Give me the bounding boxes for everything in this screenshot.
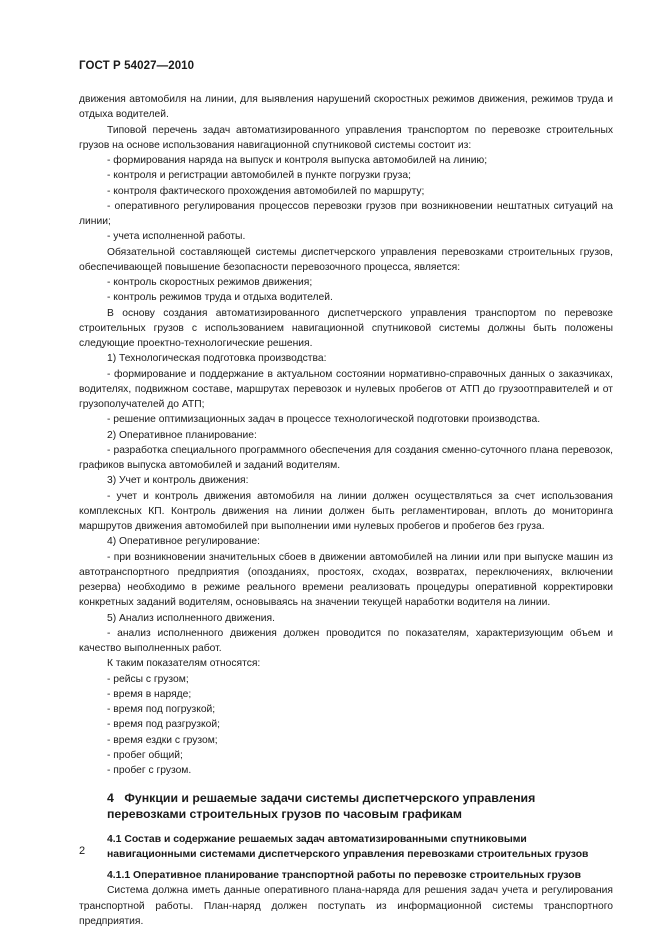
section-number: 4 — [107, 791, 114, 806]
list-item: - анализ исполненного движения должен проводится по показателям, характеризующим объем и качество выполненных работ. — [79, 627, 613, 654]
section-title: Функции и решаемые задачи системы диспетчерского управления перевозками строительных грузов по часовым графикам — [107, 791, 536, 822]
list-item: - оперативного регулирования процессов перевозки грузов при возникновении нештатных ситуаций на линии; — [79, 200, 613, 227]
list-item: - при возникновении значительных сбоев в движении автомобилей на линии или при выпуске машин из автотранспортного предприятия (опозданиях, простоях, сходах, возвратах, переключениях, включении резерва) необходимо в режиме реального времени реализовать процедуры оперативной корректировки конкретных заданий водителям, основываясь на значении текущей наработки водителя на линии. — [79, 551, 613, 609]
paragraph: К таким показателям относятся: — [107, 658, 261, 670]
list-item: - контроль скоростных режимов движения; — [107, 277, 313, 288]
list-item: - решение оптимизационных задач в процессе технологической подготовки производства. — [107, 414, 541, 426]
document-body — [79, 92, 613, 929]
list-item: - формирование и поддержание в актуальном состоянии нормативно-справочных данных о заказчиках, водителях, подвижном составе, маршрутах перевозок и нулевых пробегов от АТП до грузоотправителей и от грузополучателей до АТП; — [79, 368, 613, 410]
paragraph: В основу создания автоматизированного диспетчерского управления транспортом по перевозке строительных грузов с использованием навигационной спутниковой системы должны быть положены следующие проектно-технологические решения. — [79, 307, 613, 349]
subsubsection-heading: 4.1.1 Оперативное планирование транспортной работы по перевозке строительных грузов — [107, 870, 581, 882]
numbered-item: 5) Анализ исполненного движения. — [107, 612, 275, 624]
list-item: - пробег с грузом. — [107, 765, 192, 776]
list-item: - пробег общий; — [107, 749, 183, 761]
numbered-item: 3) Учет и контроль движения: — [107, 475, 249, 487]
list-item: - учет и контроль движения автомобиля на линии должен осуществляться за счет использования комплексных КП. Контроль движения на линии должен быть регламентирован, вплоть до мониторинга маршрутов движения автомобилей при выполнении ими нулевых пробегов и пробегов без груза. — [79, 490, 613, 532]
section-heading — [79, 790, 613, 822]
list-item: - время в наряде; — [107, 688, 192, 700]
subsection-heading: 4.1 Состав и содержание решаемых задач автоматизированными спутниковыми навигационными системами диспетчерского управления перевозками строительных грузов — [107, 834, 589, 861]
list-item: - контроля и регистрации автомобилей в пункте погрузки груза; — [107, 170, 411, 182]
list-item: - разработка специального программного обеспечения для создания сменно-суточного плана перевозок, графиков выпуска автомобилей и заданий водителям. — [79, 444, 613, 471]
list-item: - контроль режимов труда и отдыха водителей. — [107, 292, 333, 304]
paragraph: движения автомобиля на линии, для выявления нарушений скоростных режимов движения, режимов труда и отдыха водителей. — [79, 94, 613, 121]
paragraph: Типовой перечень задач автоматизированного управления транспортом по перевозке строительных грузов на основе использования навигационной спутниковой системы состоит из: — [79, 124, 613, 151]
list-item: - время под разгрузкой; — [107, 719, 220, 731]
document-header: ГОСТ Р 54027—2010 — [79, 60, 195, 72]
list-item: - время под погрузкой; — [107, 704, 216, 715]
list-item: - контроля фактического прохождения автомобилей по маршруту; — [107, 185, 425, 197]
page-number: 2 — [79, 845, 86, 857]
paragraph: Система должна иметь данные оперативного плана-наряда для решения задач учета и регулирования транспортной работы. План-наряд должен поступать из информационной системы транспортного предприятия. — [79, 885, 613, 927]
list-item: - учета исполненной работы. — [107, 231, 246, 243]
numbered-item: 1) Технологическая подготовка производства: — [107, 353, 327, 365]
list-item: - время ездки с грузом; — [107, 734, 218, 746]
numbered-item: 2) Оперативное планирование: — [107, 429, 257, 441]
list-item: - формирования наряда на выпуск и контроля выпуска автомобилей на линию; — [107, 155, 488, 166]
paragraph: Обязательной составляющей системы диспетчерского управления перевозками строительных грузов, обеспечивающей повышение безопасности перевозочного процесса, является: — [79, 246, 613, 273]
numbered-item: 4) Оперативное регулирование: — [107, 536, 260, 548]
list-item: - рейсы с грузом; — [107, 673, 189, 685]
